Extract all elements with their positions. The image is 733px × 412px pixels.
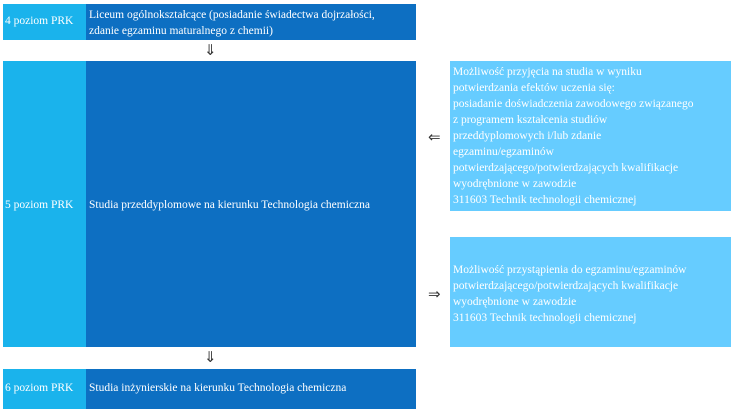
down-arrow-2: ⇓ — [204, 348, 217, 366]
level-4-description-line-2: zdanie egzaminu maturalnego z chemii) — [89, 25, 273, 37]
down-arrow-1: ⇓ — [204, 41, 217, 59]
level-5-label: 5 poziom PRK — [5, 199, 74, 211]
level-6-description-line-1: Studia inżynierskie na kierunku Technologia chemiczna — [89, 382, 347, 394]
level-5-box — [3, 61, 87, 347]
exam-possibility-line-4: 311603 Technik technologii chemicznej — [453, 312, 637, 324]
level-6-label: 6 poziom PRK — [5, 382, 74, 394]
prior-learning-line-6: egzaminu/egzaminów — [453, 146, 554, 158]
exam-possibility-box — [450, 237, 731, 347]
prior-learning-line-5: przeddyplomowych i/lub zdanie — [453, 130, 602, 142]
level-4-box — [3, 4, 87, 40]
left-arrow: ⇐ — [428, 128, 441, 146]
level-6-description-box — [86, 369, 416, 409]
prior-learning-line-4: z programem kształcenia studiów — [453, 114, 608, 126]
exam-possibility-line-3: wyodrębnione w zawodzie — [453, 296, 577, 308]
exam-possibility-line-1: Możliwość przystąpienia do egzaminu/egzaminów — [453, 264, 687, 276]
prior-learning-line-7: potwierdzającego/potwierdzających kwalifikacje — [453, 162, 679, 174]
level-4-description-box — [86, 4, 416, 40]
prior-learning-line-2: potwierdzania efektów uczenia się: — [453, 82, 615, 94]
level-5-description-line-1: Studia przeddyplomowe na kierunku Technologia chemiczna — [89, 199, 370, 211]
prior-learning-line-9: 311603 Technik technologii chemicznej — [453, 194, 637, 206]
prior-learning-line-3: posiadanie doświadczenia zawodowego związanego — [453, 98, 694, 110]
prior-learning-line-8: wyodrębnione w zawodzie — [453, 178, 577, 190]
prior-learning-box — [450, 61, 731, 211]
level-4-description-line-1: Liceum ogólnokształcące (posiadanie świadectwa dojrzałości, — [89, 9, 375, 21]
level-6-box — [3, 369, 87, 409]
prior-learning-line-1: Możliwość przyjęcia na studia w wyniku — [453, 66, 642, 78]
level-4-label: 4 poziom PRK — [5, 15, 74, 27]
exam-possibility-line-2: potwierdzającego/potwierdzających kwalifikacje — [453, 280, 679, 292]
level-5-description-box — [86, 61, 416, 347]
right-arrow: ⇒ — [428, 285, 441, 303]
